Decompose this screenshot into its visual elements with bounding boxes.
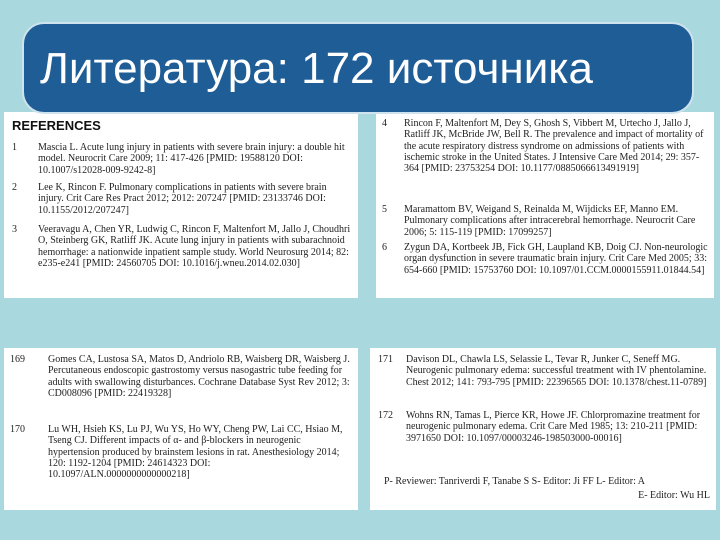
reference-number: 6 bbox=[382, 242, 387, 253]
reference-entry: Davison DL, Chawla LS, Selassie L, Tevar R, Junker C, Seneff MG. Neurogenic pulmonary edema: successful treatment with IV phentolamine. Chest 2012; 141: 793-795 [PMID: 22396565 DOI: 10.1378/chest.11-0789] bbox=[406, 354, 707, 388]
reference-entry: Mascia L. Acute lung injury in patients with severe brain injury: a double hit model. Neurocrit Care 2009; 11: 417-426 [PMID: 19588120 DOI: 10.1007/s12028-009-9242-8] bbox=[38, 142, 345, 176]
editor-credits-line: E- Editor: Wu HL bbox=[638, 490, 710, 501]
reference-number: 172 bbox=[378, 410, 393, 421]
reference-entry: Lee K, Rincon F. Pulmonary complications in patients with severe brain injury. Crit Care Res Pract 2012; 2012: 207247 [PMID: 23133746 DOI: 10.1155/2012/207247] bbox=[38, 182, 327, 216]
references-panel-top-right bbox=[376, 112, 714, 298]
reference-number: 169 bbox=[10, 354, 25, 365]
references-heading: REFERENCES bbox=[12, 118, 101, 133]
references-panel-top-left bbox=[4, 112, 358, 298]
reference-number: 171 bbox=[378, 354, 393, 365]
reference-number: 5 bbox=[382, 204, 387, 215]
slide-title-box bbox=[22, 22, 694, 114]
reference-entry: Wohns RN, Tamas L, Pierce KR, Howe JF. Chlorpromazine treatment for neurogenic pulmonary edema. Crit Care Med 1985; 13: 210-211 [PMID: 3971650 DOI: 10.1097/00003246-198503000-00016] bbox=[406, 410, 701, 444]
reference-number: 170 bbox=[10, 424, 25, 435]
reference-entry: Zygun DA, Kortbeek JB, Fick GH, Laupland KB, Doig CJ. Non-neurologic organ dysfunction in severe traumatic brain injury. Crit Care Med 2005; 33: 654-660 [PMID: 15753760 DOI: 10.1097/01.CCM.0000155911.01844.54] bbox=[404, 242, 708, 276]
reference-number: 1 bbox=[12, 142, 17, 153]
reference-entry: Lu WH, Hsieh KS, Lu PJ, Wu YS, Ho WY, Cheng PW, Lai CC, Hsiao M, Tseng CJ. Different impacts of α- and β-blockers in neurogenic hypertension produced by brainstem lesions in rat. Anesthesiology 2014; 120: 1192-1204 [PMID: 24614323 DOI: 10.1097/ALN.0000000000000218] bbox=[48, 424, 343, 481]
reference-number: 4 bbox=[382, 118, 387, 129]
reference-entry: Gomes CA, Lustosa SA, Matos D, Andriolo RB, Waisberg DR, Waisberg J. Percutaneous endoscopic gastrostomy versus nasogastric tube feeding for adults with swallowing disturbances. Cochrane Database Syst Rev 2012; 3: CD008096 [PMID: 22419328] bbox=[48, 354, 350, 399]
reference-entry: Maramattom BV, Weigand S, Reinalda M, Wijdicks EF, Manno EM. Pulmonary complications after intracerebral hemorrhage. Neurocrit Care 2006; 5: 115-119 [PMID: 17099257] bbox=[404, 204, 696, 238]
reference-entry: Veeravagu A, Chen YR, Ludwig C, Rincon F, Maltenfort M, Jallo J, Choudhri O, Steinberg GK, Ratliff JK. Acute lung injury in patients with subarachnoid hemorrhage: a nationwide inpatient sample study. World Neurosurg 2014; 82: e235-e241 [PMID: 24560705 DOI: 10.1016/j.wneu.2014.02.030] bbox=[38, 224, 351, 269]
reference-number: 3 bbox=[12, 224, 17, 235]
slide-title: Литература: 172 источника bbox=[40, 44, 593, 93]
editor-credits-line: P- Reviewer: Tanriverdi F, Tanabe S S- Editor: Ji FF L- Editor: A bbox=[384, 476, 646, 487]
references-panel-bottom-right bbox=[370, 348, 716, 510]
reference-entry: Rincon F, Maltenfort M, Dey S, Ghosh S, Vibbert M, Urtecho J, Jallo J, Ratliff JK, McBride JW, Bell R. The prevalence and impact of mortality of the acute respiratory distress syndrome on admissions of patients with ischemic stroke in the United States. J Intensive Care Med 2014; 29: 357-364 [PMID: 23753254 DOI: 10.1177/0885066613491919] bbox=[404, 118, 704, 175]
reference-number: 2 bbox=[12, 182, 17, 193]
references-panel-bottom-left bbox=[4, 348, 358, 510]
